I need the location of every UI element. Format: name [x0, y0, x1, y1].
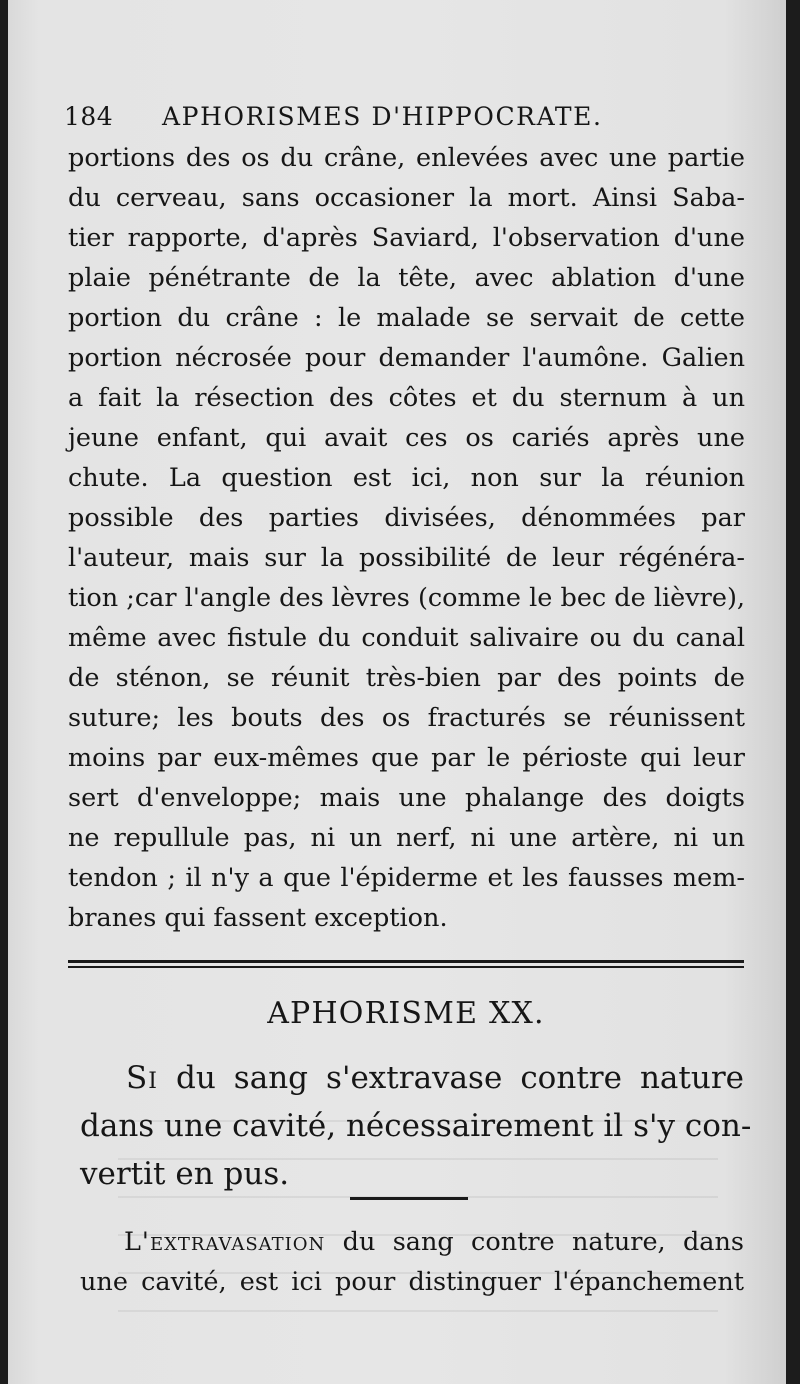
commentary-lead-word: L'extravasation: [124, 1227, 326, 1257]
running-header: [64, 102, 724, 142]
commentary-line: [80, 1222, 744, 1262]
short-divider: [350, 1197, 468, 1200]
aphorism-line-2: dans une cavité, nécessairement il s'y con-: [80, 1108, 752, 1144]
book-page: [8, 0, 786, 1384]
page-number: 184: [64, 102, 114, 131]
body-line: l'auteur, mais sur la possibilité de leur régénéra-: [68, 543, 745, 573]
body-line: moins par eux-mêmes que par le périoste qui leur: [68, 743, 745, 773]
aphorism-title: APHORISME XX.: [267, 996, 545, 1031]
body-line: jeune enfant, qui avait ces os cariés après une: [68, 423, 745, 453]
body-line: portion du crâne : le malade se servait de cette: [68, 303, 745, 333]
aphorism-text: [80, 1054, 752, 1198]
body-line: possible des parties divisées, dénommées par: [68, 503, 745, 533]
aphorism-line-1: du sang s'extravase contre nature: [175, 1060, 744, 1096]
body-line: tier rapporte, d'après Saviard, l'observation d'une: [68, 223, 745, 253]
body-line: chute. La question est ici, non sur la réunion: [68, 463, 745, 493]
body-line: a fait la résection des côtes et du sternum à un: [68, 383, 745, 413]
commentary-line-1: du sang contre nature, dans: [342, 1227, 744, 1257]
body-line: portions des os du crâne, enlevées avec une partie: [68, 143, 745, 173]
commentary-line-2: une cavité, est ici pour distinguer l'épanchement: [80, 1267, 744, 1297]
body-line: suture; les bouts des os fracturés se réunissent: [68, 703, 745, 733]
body-line: tendon ; il n'y a que l'épiderme et les fausses mem-: [68, 863, 745, 893]
commentary-text: [80, 1222, 744, 1302]
body-line: plaie pénétrante de la tête, avec ablation d'une: [68, 263, 745, 293]
aphorism-line: [80, 1054, 744, 1102]
body-line: ne repullule pas, ni un nerf, ni une artère, ni un: [68, 823, 745, 853]
body-line: du cerveau, sans occasioner la mort. Ainsi Saba-: [68, 183, 745, 213]
body-line: branes qui fassent exception.: [68, 903, 448, 933]
body-line: même avec fistule du conduit salivaire ou du canal: [68, 623, 745, 653]
body-line: portion nécrosée pour demander l'aumône. Galien: [68, 343, 745, 373]
aphorism-lead-word: Si: [126, 1060, 158, 1096]
aphorism-line-3: vertit en pus.: [80, 1156, 290, 1192]
running-title: APHORISMES D'HIPPOCRATE.: [162, 102, 603, 131]
body-line: sert d'enveloppe; mais une phalange des doigts: [68, 783, 745, 813]
section-divider: [68, 960, 744, 970]
body-text: [68, 138, 745, 938]
body-line: tion ;car l'angle des lèvres (comme le bec de lièvre),: [68, 583, 745, 613]
body-line: de sténon, se réunit très-bien par des points de: [68, 663, 745, 693]
